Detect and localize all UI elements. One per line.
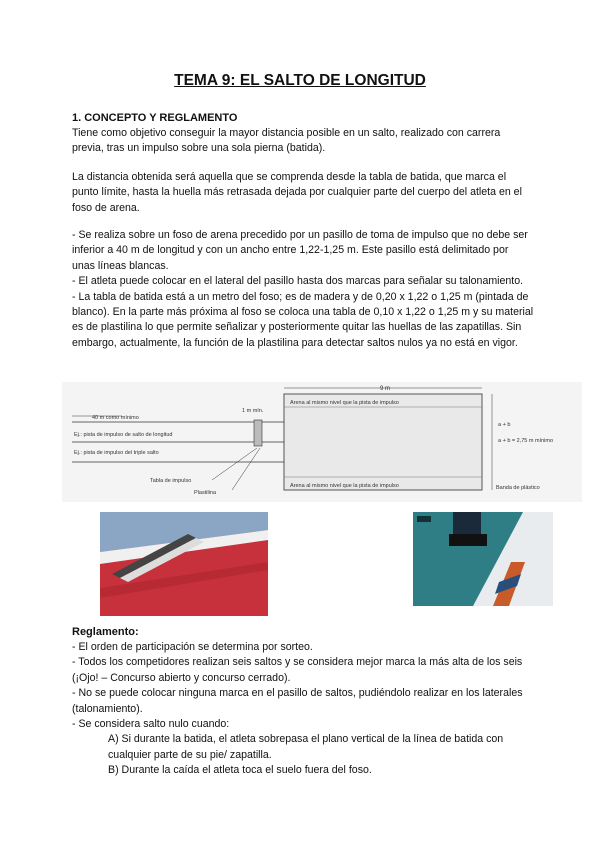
- reglamento-item: - El orden de participación se determina por sorteo.: [72, 641, 313, 653]
- reglamento-heading: Reglamento:: [72, 626, 139, 638]
- intro-paragraph: [72, 126, 534, 157]
- reglamento-item: - No se puede colocar ninguna marca en el pasillo de saltos, pudiéndolo realizar en los laterales (talonamiento).: [72, 687, 523, 715]
- distance-text: La distancia obtenida será aquella que se comprenda desde la tabla de batida, que marca el punto límite, hasta la huella más retrasada dejada por cualquier parte del cuerpo del atleta en el foso de arena.: [72, 171, 522, 214]
- rule-item: - La tabla de batida está a un metro del foso; es de madera y de 0,20 x 1,22 o 1,25 m (pintada de blanco). En la parte más próxima al foso se coloca una tabla de 0,10 x 1,22 o 1,25 m y su material es de plastilina lo que permite señalizar y posteriormente quitar las huellas de las zapatillas. Sin embargo, actualmente, la función de la plastilina para detectar saltos nulos ya no está en vigor.: [72, 290, 534, 349]
- athlete-takeoff-photo: [413, 512, 553, 606]
- arena-bottom-label: Arena al mismo nivel que la pista de impulso: [290, 483, 399, 489]
- ej1-label: Ej.: pista de impulso de salto de longitud: [74, 432, 173, 438]
- tabla-label: Tabla de impulso: [150, 478, 192, 484]
- runway-diagram: [62, 382, 582, 502]
- reglamento-item: - Se considera salto nulo cuando:: [72, 718, 230, 731]
- reglamento-list: [72, 640, 534, 779]
- sand-pit: [284, 394, 482, 490]
- takeoff-board-photo: [100, 512, 268, 616]
- reglamento-item: - Todos los competidores realizan seis saltos y se considera mejor marca la más alta de los seis (¡Ojo! – Concurso abierto y concurso cerrado).: [72, 656, 523, 684]
- nine-m-label: 9 m: [380, 386, 391, 392]
- ab-label: a + b: [498, 422, 511, 428]
- ab-eq-label: a + b = 2,75 m mínimo: [498, 438, 554, 444]
- take-off-board: [254, 420, 262, 446]
- page-title: TEMA 9: EL SALTO DE LONGITUD: [174, 72, 426, 89]
- nulo-sub-item: A) Si durante la batida, el atleta sobrepasa el plano vertical de la línea de batida con cualquier parte de su pie/ zapatilla.: [108, 733, 504, 761]
- rules-list: [72, 228, 534, 351]
- ej2-label: Ej.: pista de impulso del triple salto: [74, 450, 159, 456]
- plastilina-label: Plastilina: [194, 490, 217, 496]
- rule-item: - Se realiza sobre un foso de arena precedido por un pasillo de toma de impulso que no debe ser inferior a 40 m de longitud y con un ancho entre 1,22-1,25 m. Este pasillo está delimitado por unas líneas blancas.: [72, 229, 528, 272]
- arena-top-label: Arena al mismo nivel que la pista de impulso: [290, 400, 399, 406]
- min-40-label: 40 m como mínimo: [92, 415, 139, 421]
- banda-label: Banda de plástico: [496, 485, 540, 491]
- distance-paragraph: [72, 170, 534, 216]
- section-heading: 1. CONCEPTO Y REGLAMENTO: [72, 112, 238, 124]
- intro-text: Tiene como objetivo conseguir la mayor distancia posible en un salto, realizado con carrera previa, tras un impulso sobre una sola pierna (batida).: [72, 127, 501, 155]
- rule-item: - El atleta puede colocar en el lateral del pasillo hasta dos marcas para señalar su talonamiento.: [72, 275, 524, 288]
- nulo-sub-item: B) Durante la caída el atleta toca el suelo fuera del foso.: [108, 764, 372, 777]
- one-m-label: 1 m mín.: [242, 408, 264, 414]
